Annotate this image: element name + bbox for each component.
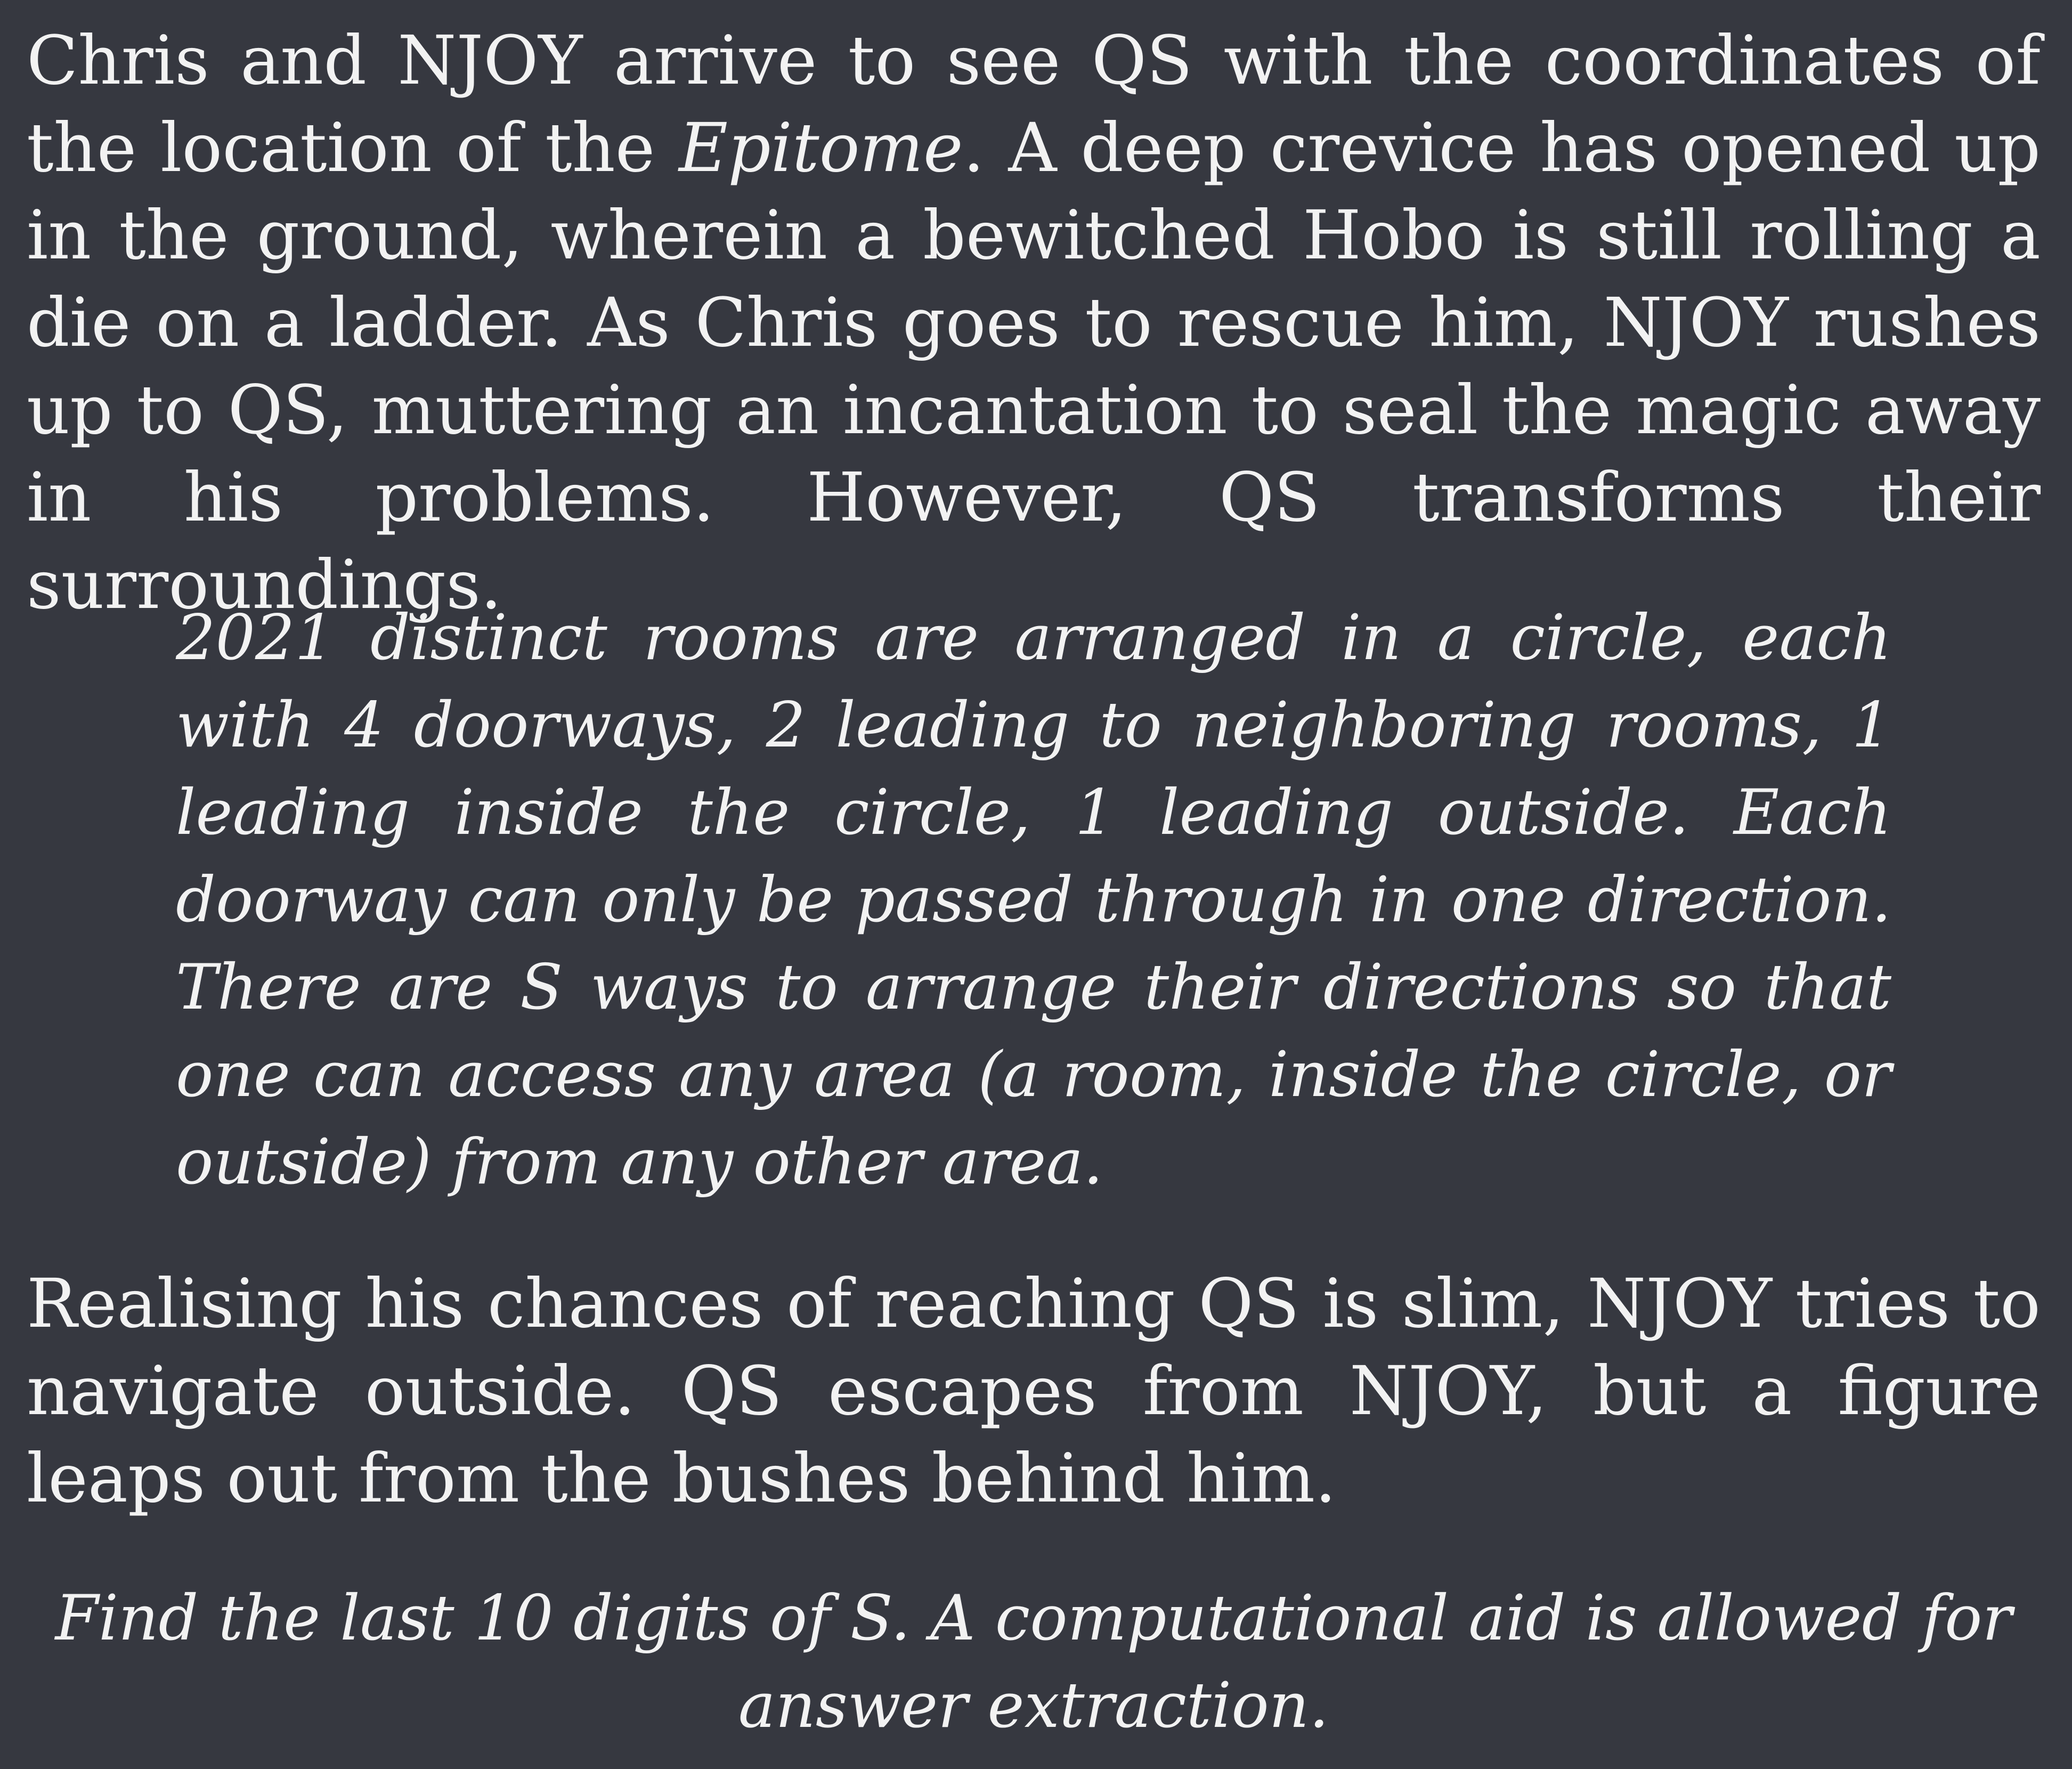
ship-name: Epitome: [679, 109, 963, 187]
task-statement: Find the last 10 digits of S. A computational aid is allowed for answer extraction.: [55, 1581, 2012, 1742]
story-paragraph-intro: [27, 17, 2041, 629]
problem-statement: 2021 distinct rooms are arranged in a circle, each with 4 doorways, 2 leading to neighboring rooms, 1 leading inside the circle, 1 leading outside. Each doorway can only be passed through in one direction. There are S ways to arrange their directions so that one can access any area (a room, inside the circle, or outside) from any other area.: [176, 601, 1891, 1198]
intro-text-part-2: . A deep crevice has opened up in the ground, wherein a bewitched Hobo is still rolling a die on a ladder. As Chris goes to rescue him, NJOY rushes up to QS, muttering an incantation to seal the magic away in his problems. However, QS transforms their surroundings.: [27, 109, 2041, 624]
story-paragraph-escape: Realising his chances of reaching QS is slim, NJOY tries to navigate outside. QS escapes from NJOY, but a figure leaps out from the bushes behind him.: [27, 1264, 2041, 1518]
intro-text-part-1: Chris and NJOY arrive to see QS with the coordinates of the location of the: [27, 21, 2041, 187]
